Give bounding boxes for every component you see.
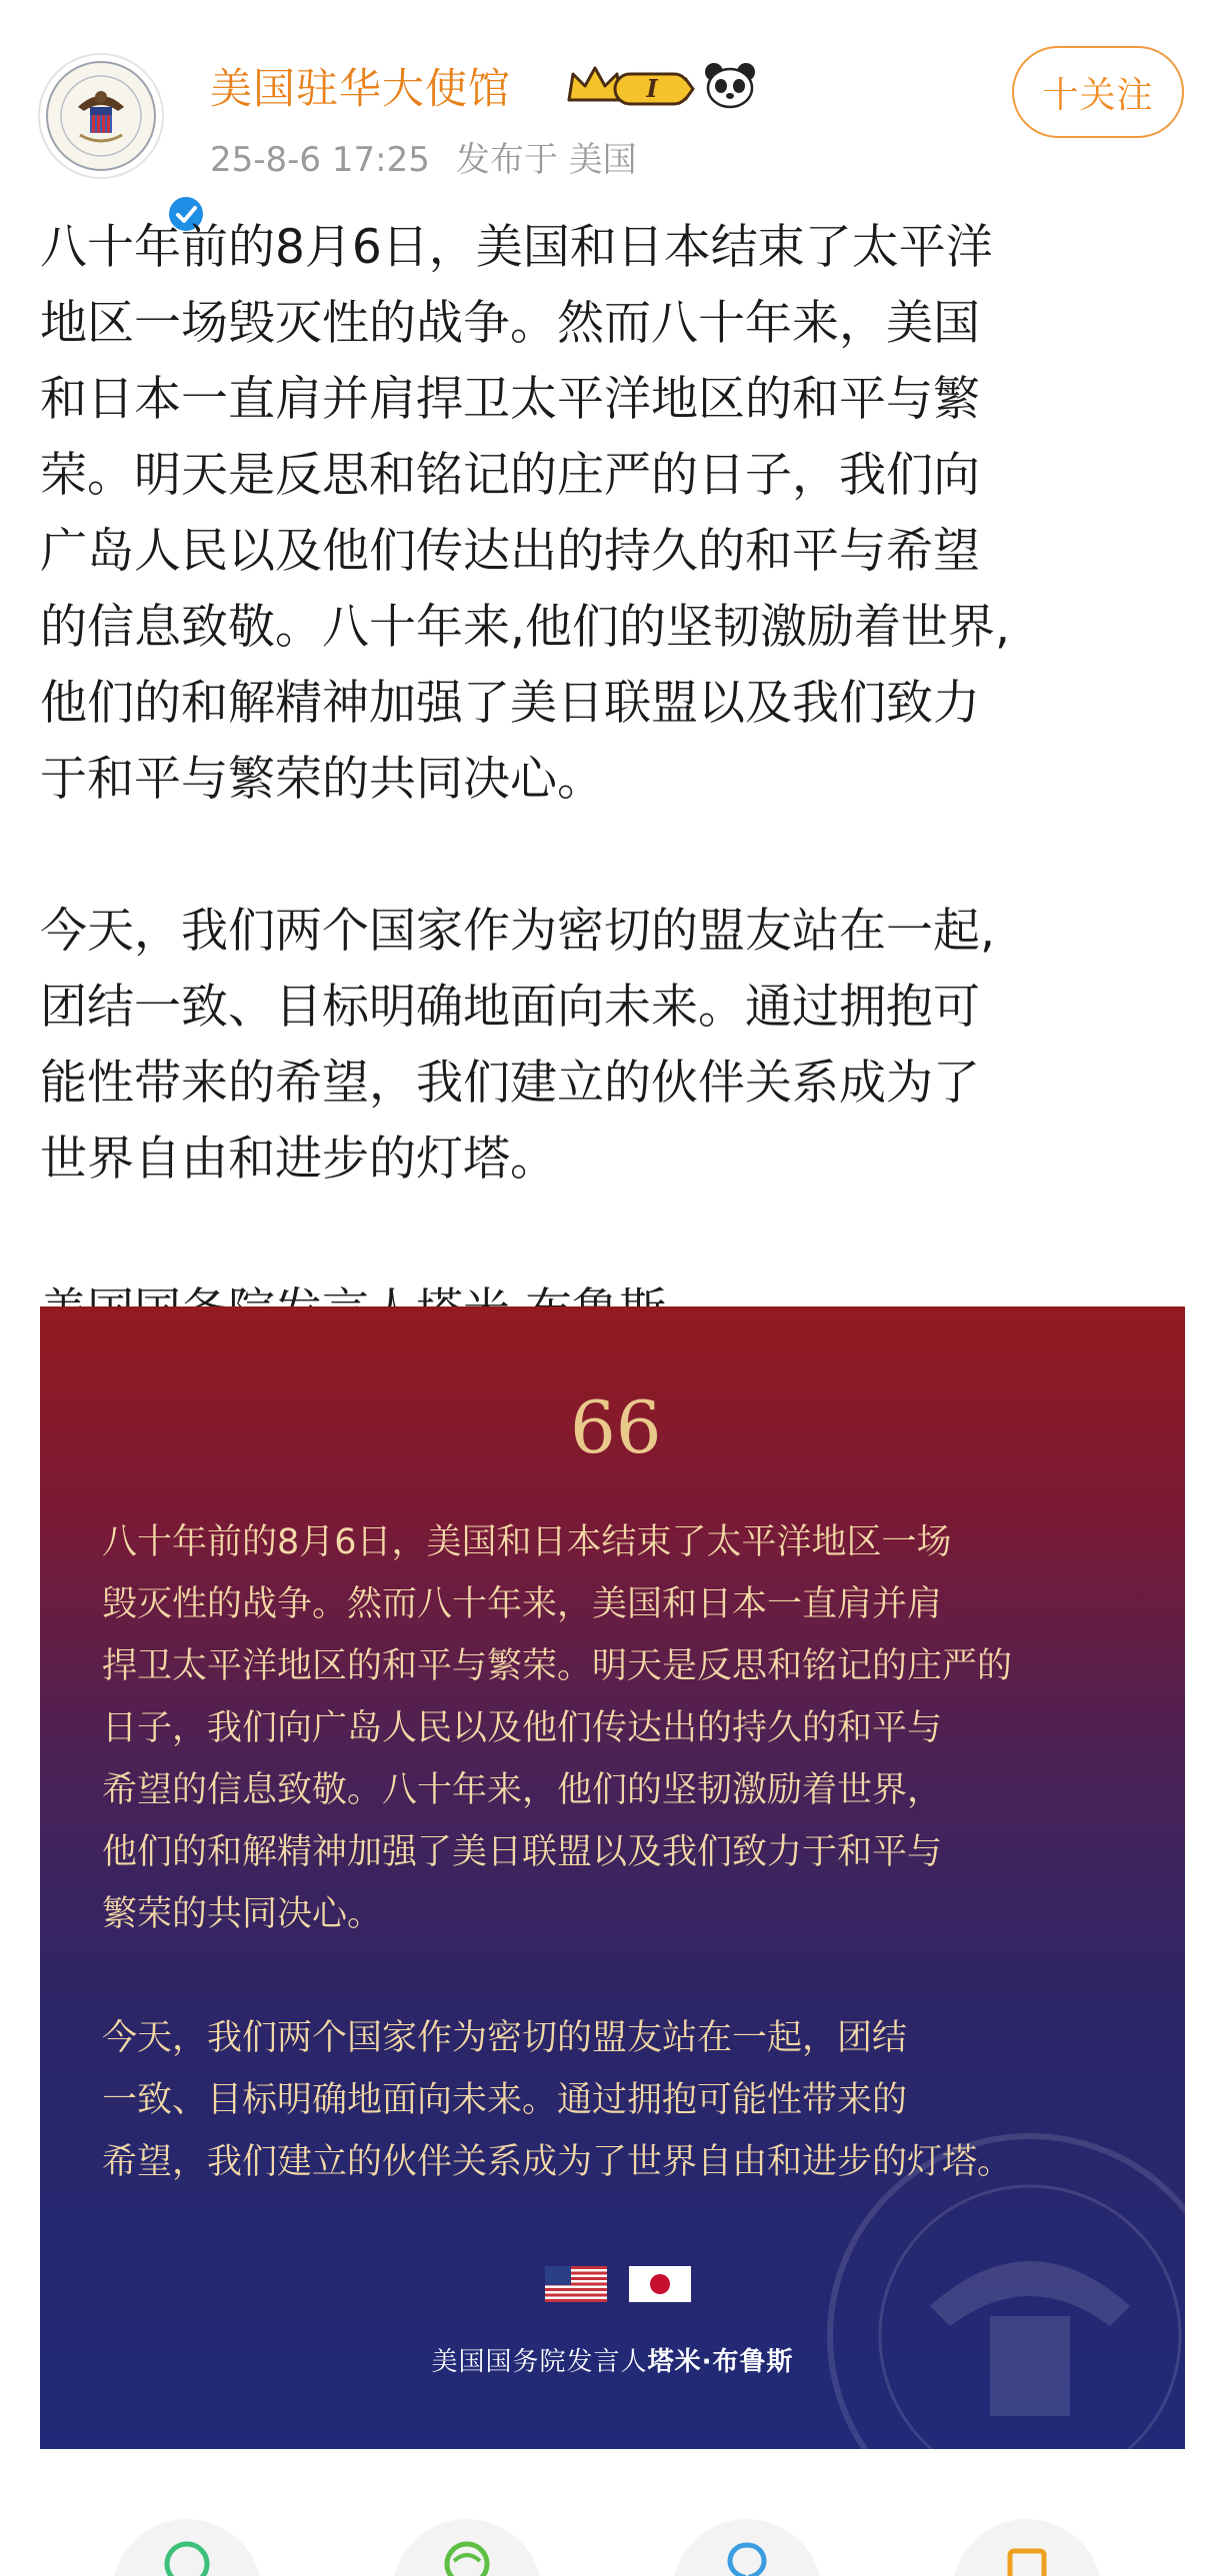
quote-signature [40,2341,1185,2378]
comment-icon [722,2539,772,2576]
quote-line: 今天，我们两个国家作为密切的盟友站在一起，团结 [102,2018,908,2058]
quote-line: 毁灭性的战争。然而八十年来，美国和日本一直肩并肩 [102,1584,943,1624]
post-line: 今天，我们两个国家作为密切的盟友站在一起, [40,904,995,959]
paragraph-gap [102,1945,1132,2007]
account-name[interactable]: 美国驻华大使馆 [210,64,512,113]
signature-title: 美国国务院发言人 [431,2347,648,2377]
post-line: 于和平与繁荣的共同决心。 [40,752,604,807]
follow-button[interactable]: 十关注 [1012,46,1184,138]
paragraph-gap [40,1198,1190,1274]
quote-line: 一致、目标明确地面向未来。通过拥抱可能性带来的 [102,2080,908,2120]
quote-line: 繁荣的共同决心。 [102,1894,383,1934]
comment-button[interactable] [672,2519,822,2576]
repost-button[interactable] [392,2519,542,2576]
post-line: 能性带来的希望，我们建立的伙伴关系成为了 [40,1056,980,1111]
quote-line: 捍卫太平洋地区的和平与繁荣。明天是反思和铭记的庄严的 [102,1646,1013,1686]
panda-icon [702,60,758,114]
seal-icon [40,55,162,177]
quote-image[interactable] [40,1306,1185,2449]
share-icon [162,2539,212,2576]
post-header [0,0,1224,200]
like-icon [1002,2539,1052,2576]
action-bar [0,2499,1224,2576]
post-line: 广岛人民以及他们传达出的持久的和平与希望 [40,524,980,579]
post-line: 的信息致敬。八十年来,他们的坚韧激励着世界, [40,600,1010,655]
post-meta [210,132,663,181]
quote-line: 希望，我们建立的伙伴关系成为了世界自由和进步的灯塔。 [102,2142,1013,2182]
post-line: 荣。明天是反思和铭记的庄严的日子，我们向 [40,448,980,503]
svg-text:I: I [646,74,658,103]
post-line: 世界自由和进步的灯塔。 [40,1132,557,1187]
repost-icon [442,2539,492,2576]
quote-line: 日子，我们向广岛人民以及他们传达出的持久的和平与 [102,1708,943,1748]
quote-line: 八十年前的8月6日，美国和日本结束了太平洋地区一场 [102,1522,952,1562]
us-flag-icon [545,2266,607,2302]
post-line: 八十年前的8月6日，美国和日本结束了太平洋 [40,220,993,275]
avatar[interactable] [38,53,164,179]
post-body [40,210,1190,1349]
paragraph-gap [40,818,1190,894]
post-line: 他们的和解精神加强了美日联盟以及我们致力 [40,676,980,731]
post-line: 团结一致、目标明确地面向未来。通过拥抱可 [40,980,980,1035]
like-button[interactable] [952,2519,1102,2576]
crown-vip-icon[interactable] [565,62,695,116]
post-timestamp: 25-8-6 17:25 [210,140,430,180]
flags-row [545,2266,691,2302]
signature-name: 塔米·布鲁斯 [647,2347,794,2377]
quote-line: 他们的和解精神加强了美日联盟以及我们致力于和平与 [102,1832,943,1872]
quote-mark-icon: 66 [570,1385,662,1469]
japan-flag-icon [629,2266,691,2302]
post-line: 和日本一直肩并肩捍卫太平洋地区的和平与繁 [40,372,980,427]
quote-body [102,1511,1132,2193]
post-location: 发布于 美国 [455,140,637,180]
post-line: 地区一场毁灭性的战争。然而八十年来，美国 [40,296,980,351]
share-button[interactable] [112,2519,262,2576]
quote-line: 希望的信息致敬。八十年来，他们的坚韧激励着世界， [102,1770,943,1810]
